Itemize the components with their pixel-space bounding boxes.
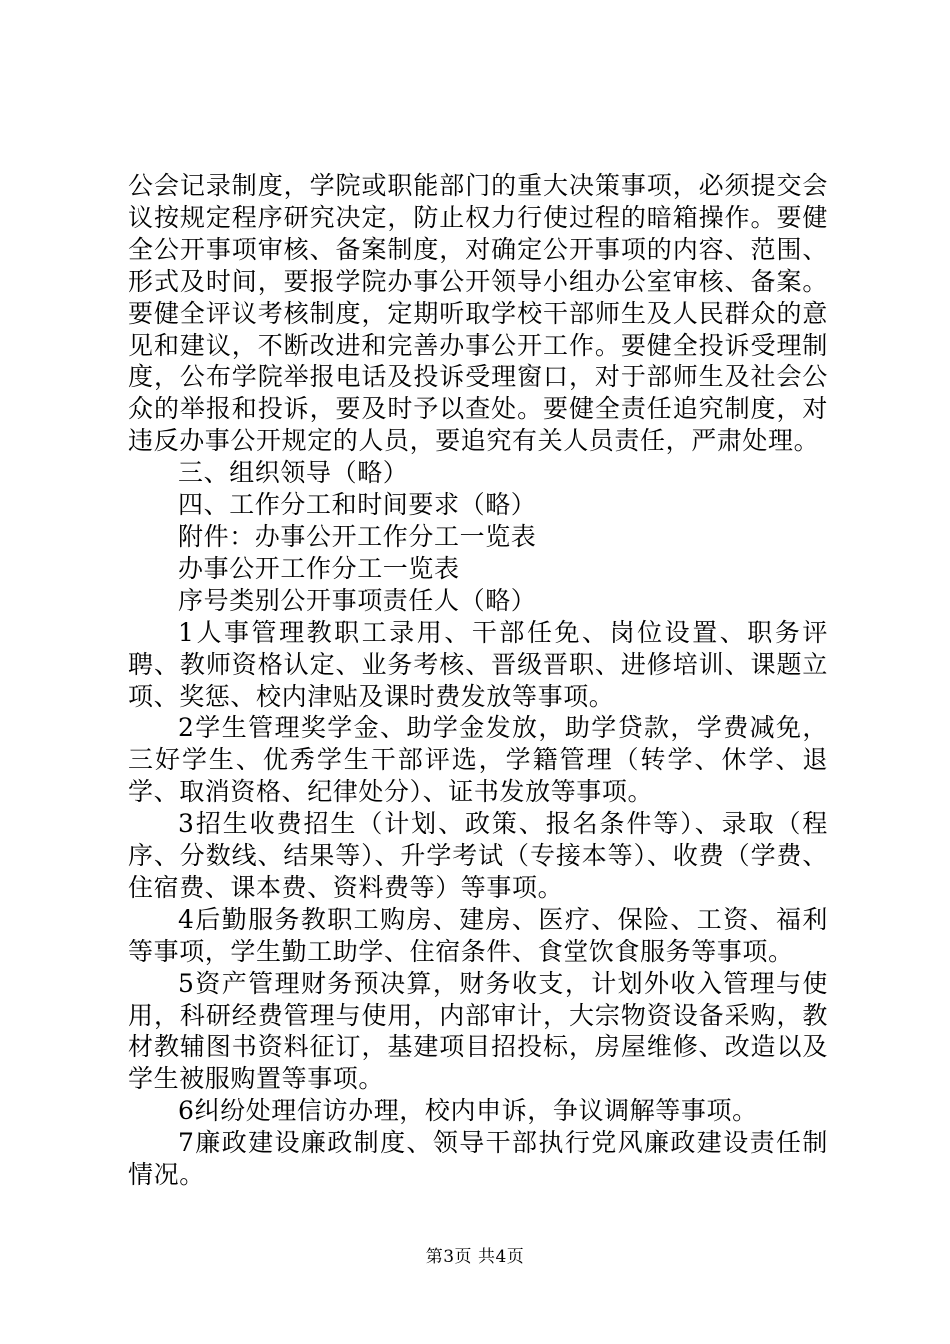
paragraph-continuation: 公会记录制度，学院或职能部门的重大决策事项，必须提交会议按规定程序研究决定，防止权力行使过程的暗箱操作。要健全公开事项审核、备案制度，对确定公开事项的内容、范围、形式及时间，要报学院办事公开领导小组办公室审核、备案。要健全评议考核制度，定期听取学校干部师生及人民群众的意见和建议，不断改进和完善办事公开工作。要健全投诉受理制度，公布学院举报电话及投诉受理窗口，对于部师生及社会公众的举报和投诉，要及时予以查处。要健全责任追究制度，对违反办事公开规定的人员，要追究有关人员责任，严肃处理。 xyxy=(128,171,828,456)
section-heading-organization: 三、组织领导（略） xyxy=(178,458,409,488)
table-header-line: 序号类别公开事项责任人（略） xyxy=(178,585,537,615)
list-item: 5资产管理财务预决算，财务收支，计划外收入管理与使用，科研经费管理与使用，内部审计，大宗物资设备采购，教材教辅图书资料征订，基建项目招投标，房屋维修、改造以及学生被服购置等事项。 xyxy=(128,968,828,1094)
list-item: 7廉政建设廉政制度、领导干部执行党风廉政建设责任制情况。 xyxy=(128,1128,828,1190)
page-footer xyxy=(0,1247,950,1267)
section-heading-division-of-work: 四、工作分工和时间要求（略） xyxy=(178,490,537,520)
attachment-line: 附件：办事公开工作分工一览表 xyxy=(178,521,537,551)
list-item: 2学生管理奖学金、助学金发放，助学贷款，学费减免，三好学生、优秀学生干部评选，学籍管理（转学、休学、退学、取消资格、纪律处分）、证书发放等事项。 xyxy=(128,713,828,807)
document-body xyxy=(128,170,828,1191)
list-item: 1人事管理教职工录用、干部任免、岗位设置、职务评聘、教师资格认定、业务考核、晋级晋职、进修培训、课题立项、奖惩、校内津贴及课时费发放等事项。 xyxy=(128,617,828,711)
list-item: 4后勤服务教职工购房、建房、医疗、保险、工资、福利等事项，学生勤工助学、住宿条件、食堂饮食服务等事项。 xyxy=(128,904,828,966)
page-number-label: 第3页 共4页 xyxy=(425,1247,525,1267)
list-item: 6纠纷处理信访办理，校内申诉，争议调解等事项。 xyxy=(178,1096,758,1126)
list-item: 3招生收费招生（计划、政策、报名条件等）、录取（程序、分数线、结果等）、升学考试（专接本等）、收费（学费、住宿费、课本费、资料费等）等事项。 xyxy=(128,809,828,902)
table-title: 办事公开工作分工一览表 xyxy=(178,553,460,583)
